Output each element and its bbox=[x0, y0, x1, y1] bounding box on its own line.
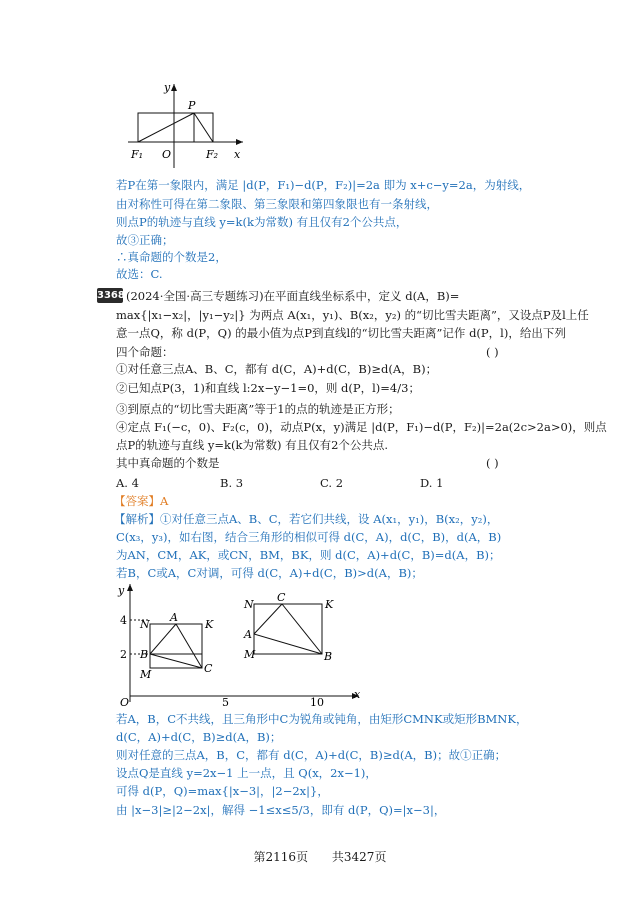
option-a: A. 4 bbox=[116, 476, 139, 490]
fig2-right-K: K bbox=[325, 598, 334, 611]
problem-line: ④定点 F₁(−c，0)、F₂(c，0)，动点P(x，y)满足 |d(P，F₁)−d(P，F₂)|=2a(2c>2a>0)，则点 bbox=[116, 420, 607, 434]
answer-label: 【答案】A bbox=[114, 494, 169, 508]
solution-line: 若P在第一象限内，满足 |d(P，F₁)−d(P，F₂)|=2a 即为 x+c−y=2a，为射线， bbox=[116, 178, 531, 192]
fig2-left-B: B bbox=[140, 648, 149, 661]
fig1-y-label: y bbox=[164, 81, 171, 94]
option-b: B. 3 bbox=[220, 476, 244, 490]
fig2-tick-x5: 5 bbox=[222, 696, 229, 708]
fig1-p-label: P bbox=[188, 99, 196, 112]
answer-paren: ( ) bbox=[486, 456, 499, 470]
fig2-left-M: M bbox=[140, 668, 152, 681]
problem-line: 四个命题： bbox=[116, 345, 174, 359]
problem-line: ①对任意三点A、B、C，都有 d(C，A)+d(C，B)≥d(A，B)； bbox=[116, 362, 438, 376]
fig2-tick-x10: 10 bbox=[310, 696, 324, 708]
page-total: 共3427页 bbox=[331, 850, 387, 864]
solution-line: 故③正确； bbox=[116, 233, 174, 247]
analysis-line: 若B，C或A，C对调，可得 d(C，A)+d(C，B)>d(A，B)； bbox=[116, 566, 423, 580]
option-d: D. 1 bbox=[420, 476, 444, 490]
page-number: 第2116页 bbox=[253, 850, 309, 864]
fig2-tick-y2: 2 bbox=[120, 648, 127, 661]
answer-paren: ( ) bbox=[486, 345, 499, 359]
analysis-line: 为AN，CM，AK，或CN，BM，BK，则 d(C，A)+d(C，B)=d(A，B)； bbox=[116, 548, 501, 562]
fig1-o-label: O bbox=[162, 148, 172, 161]
fig2-x-label: x bbox=[354, 688, 361, 701]
page-footer bbox=[0, 848, 640, 865]
analysis-line: 【解析】①对任意三点A、B、C，若它们共线，设 A(x₁，y₁)，B(x₂，y₂)， bbox=[114, 512, 499, 526]
figure-chebyshev-rectangles bbox=[114, 582, 374, 708]
problem-line: ③到原点的“切比雪夫距离”等于1的点的轨迹是正方形； bbox=[116, 402, 400, 416]
solution-line: 故选：C. bbox=[116, 267, 163, 281]
problem-line: 其中真命题的个数是 bbox=[116, 456, 220, 470]
fig2-left-C: C bbox=[204, 662, 213, 675]
fig2-right-N: N bbox=[244, 598, 254, 611]
solution-line: ∴真命题的个数是2， bbox=[116, 250, 227, 264]
problem-line: max{|x₁−x₂|，|y₁−y₂|} 为两点 A(x₁，y₁)、B(x₂，y₂) 的“切比雪夫距离”，又设点P及l上任 bbox=[116, 308, 589, 322]
fig2-right-A: A bbox=[244, 628, 252, 641]
fig2-left-A: A bbox=[170, 611, 178, 624]
fig2-o-label: O bbox=[120, 696, 130, 708]
fig2-left-N: N bbox=[140, 618, 150, 631]
fig2-tick-y4: 4 bbox=[120, 614, 127, 627]
problem-line: 意一点Q，称 d(P，Q) 的最小值为点P到直线l的“切比雪夫距离”记作 d(P，l)，给出下列 bbox=[116, 326, 566, 340]
fig2-right-B: B bbox=[324, 650, 333, 663]
analysis-line: 可得 d(P，Q)=max{|x−3|，|2−2x|}， bbox=[116, 784, 329, 798]
analysis-line: 设点Q是直线 y=2x−1 上一点，且 Q(x，2x−1)， bbox=[116, 766, 377, 780]
problem-number-badge: 3368 bbox=[97, 290, 125, 301]
analysis-line: d(C，A)+d(C，B)≥d(A，B)； bbox=[116, 730, 282, 744]
fig1-f2-label: F₂ bbox=[206, 148, 219, 161]
fig1-f1-label: F₁ bbox=[131, 148, 144, 161]
solution-line: 则点P的轨迹与直线 y=k(k为常数) 有且仅有2个公共点， bbox=[116, 215, 408, 229]
analysis-line: C(x₃，y₃)，如右图，结合三角形的相似可得 d(C，A)，d(C，B)，d(A，B) bbox=[116, 530, 502, 544]
figure-hyperbola-rectangle bbox=[128, 80, 248, 170]
fig1-x-label: x bbox=[234, 148, 241, 161]
problem-line: ②已知点P(3，1)和直线 l:2x−y−1=0，则 d(P，l)=4/3； bbox=[116, 381, 420, 395]
fig2-y-label: y bbox=[118, 584, 125, 597]
fig2-right-C: C bbox=[277, 591, 286, 604]
analysis-line: 若A，B，C不共线，且三角形中C为锐角或钝角，由矩形CMNK或矩形BMNK， bbox=[116, 712, 528, 726]
problem-line: (2024·全国·高三专题练习)在平面直线坐标系中，定义 d(A，B)= bbox=[126, 289, 460, 303]
option-c: C. 2 bbox=[320, 476, 344, 490]
fig2-right-M: M bbox=[244, 648, 256, 661]
analysis-line: 由 |x−3|≥|2−2x|，解得 −1≤x≤5/3，即有 d(P，Q)=|x−3|， bbox=[116, 803, 446, 817]
solution-line: 由对称性可得在第二象限、第三象限和第四象限也有一条射线， bbox=[116, 197, 438, 211]
fig2-left-K: K bbox=[205, 618, 214, 631]
analysis-line: 则对任意的三点A，B，C，都有 d(C，A)+d(C，B)≥d(A，B)；故①正确； bbox=[116, 748, 507, 762]
problem-line: 点P的轨迹与直线 y=k(k为常数) 有且仅有2个公共点. bbox=[116, 438, 389, 452]
